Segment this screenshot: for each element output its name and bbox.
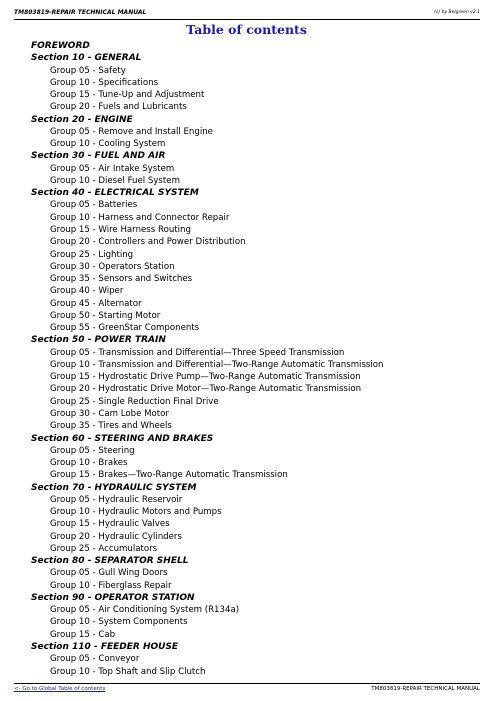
toc-group-link[interactable]: Group 15 - Cab	[50, 629, 116, 640]
global-toc-link[interactable]: <- Go to Global Table of contents	[14, 686, 106, 692]
header-manual-title: TM803819-REPAIR TECHNICAL MANUAL	[14, 9, 147, 16]
toc-group-link[interactable]: Group 20 - Hydrostatic Drive Motor—Two-Range Automatic Transmission	[50, 384, 362, 395]
footer-manual-title: TM803819-REPAIR TECHNICAL MANUAL	[371, 686, 480, 692]
toc-group-link[interactable]: Group 05 - Steering	[50, 445, 135, 456]
toc-group-link[interactable]: Group 20 - Controllers and Power Distribution	[50, 237, 246, 248]
page-header	[14, 9, 480, 20]
toc-group-link[interactable]: Group 15 - Wire Harness Routing	[50, 224, 191, 235]
toc-group-link[interactable]: Group 05 - Remove and Install Engine	[50, 126, 213, 137]
toc-section-link[interactable]: Section 90 - OPERATOR STATION	[31, 592, 195, 603]
toc-section-link[interactable]: Section 80 - SEPARATOR SHELL	[31, 556, 189, 567]
toc-section-link[interactable]: Section 20 - ENGINE	[31, 114, 133, 125]
toc-section-link[interactable]: Section 60 - STEERING AND BRAKES	[31, 433, 214, 444]
table-of-contents	[31, 40, 384, 678]
toc-group-link[interactable]: Group 25 - Lighting	[50, 249, 134, 260]
toc-group-link[interactable]: Group 35 - Sensors and Switches	[50, 274, 193, 285]
page-footer	[14, 683, 480, 696]
toc-group-link[interactable]: Group 15 - Tune-Up and Adjustment	[50, 90, 205, 101]
toc-group-link[interactable]: Group 25 - Accumulators	[50, 543, 158, 554]
toc-section-link[interactable]: FOREWORD	[31, 41, 90, 51]
toc-group-link[interactable]: Group 20 - Fuels and Lubricants	[50, 102, 187, 113]
toc-group-link[interactable]: Group 05 - Safety	[50, 65, 126, 76]
toc-group-link[interactable]: Group 10 - Diesel Fuel System	[50, 175, 180, 186]
toc-group-link[interactable]: Group 30 - Cam Lobe Motor	[50, 408, 169, 419]
toc-section-link[interactable]: Section 30 - FUEL AND AIR	[31, 151, 166, 162]
toc-group-link[interactable]: Group 10 - Cooling System	[50, 139, 166, 150]
toc-group-link[interactable]: Group 05 - Batteries	[50, 200, 138, 211]
toc-group-link[interactable]: Group 25 - Single Reduction Final Drive	[50, 396, 219, 407]
toc-group-link[interactable]: Group 05 - Transmission and Differential—Three Speed Transmission	[50, 347, 345, 358]
toc-group-link[interactable]: Group 05 - Hydraulic Reservoir	[50, 494, 183, 505]
toc-group-link[interactable]: Group 10 - Harness and Connector Repair	[50, 212, 230, 223]
toc-section-link[interactable]: Section 70 - HYDRAULIC SYSTEM	[31, 482, 197, 493]
toc-group-link[interactable]: Group 10 - Brakes	[50, 458, 128, 469]
toc-section-link[interactable]: Section 50 - POWER TRAIN	[31, 335, 166, 346]
toc-group-link[interactable]: Group 10 - Hydraulic Motors and Pumps	[50, 507, 222, 518]
toc-group-link[interactable]: Group 10 - Fiberglass Repair	[50, 580, 172, 591]
toc-section-link[interactable]: Section 110 - FEEDER HOUSE	[31, 642, 179, 653]
toc-section-link[interactable]: Section 40 - ELECTRICAL SYSTEM	[31, 188, 199, 199]
header-credit: (c) by Belgreen v2.1	[434, 10, 480, 15]
toc-group-link[interactable]: Group 30 - Operators Station	[50, 261, 175, 272]
toc-group-link[interactable]: Group 05 - Air Intake System	[50, 163, 175, 174]
page-title: Table of contents	[186, 22, 307, 37]
toc-group-link[interactable]: Group 35 - Tires and Wheels	[50, 421, 172, 432]
toc-group-link[interactable]: Group 15 - Hydrostatic Drive Pump—Two-Range Automatic Transmission	[50, 372, 361, 383]
toc-group-link[interactable]: Group 40 - Wiper	[50, 286, 124, 297]
toc-group-link[interactable]: Group 55 - GreenStar Components	[50, 323, 200, 334]
toc-group-link[interactable]: Group 15 - Hydraulic Valves	[50, 519, 170, 530]
toc-group-link[interactable]: Group 10 - Top Shaft and Slip Clutch	[50, 666, 206, 677]
toc-group-link[interactable]: Group 10 - Specifications	[50, 77, 159, 88]
toc-group-link[interactable]: Group 20 - Hydraulic Cylinders	[50, 531, 182, 542]
toc-section-link[interactable]: Section 10 - GENERAL	[31, 53, 142, 64]
toc-group-link[interactable]: Group 10 - System Components	[50, 617, 188, 628]
toc-group-link[interactable]: Group 15 - Brakes—Two-Range Automatic Transmission	[50, 470, 288, 481]
toc-group-link[interactable]: Group 05 - Gull Wing Doors	[50, 568, 168, 579]
toc-group-link[interactable]: Group 45 - Alternator	[50, 298, 142, 309]
toc-group-link[interactable]: Group 10 - Transmission and Differential—Two-Range Automatic Transmission	[50, 359, 384, 370]
toc-group-link[interactable]: Group 05 - Air Conditioning System (R134a)	[50, 605, 240, 616]
toc-group-link[interactable]: Group 05 - Conveyor	[50, 654, 140, 665]
toc-group-link[interactable]: Group 50 - Starting Motor	[50, 310, 161, 321]
